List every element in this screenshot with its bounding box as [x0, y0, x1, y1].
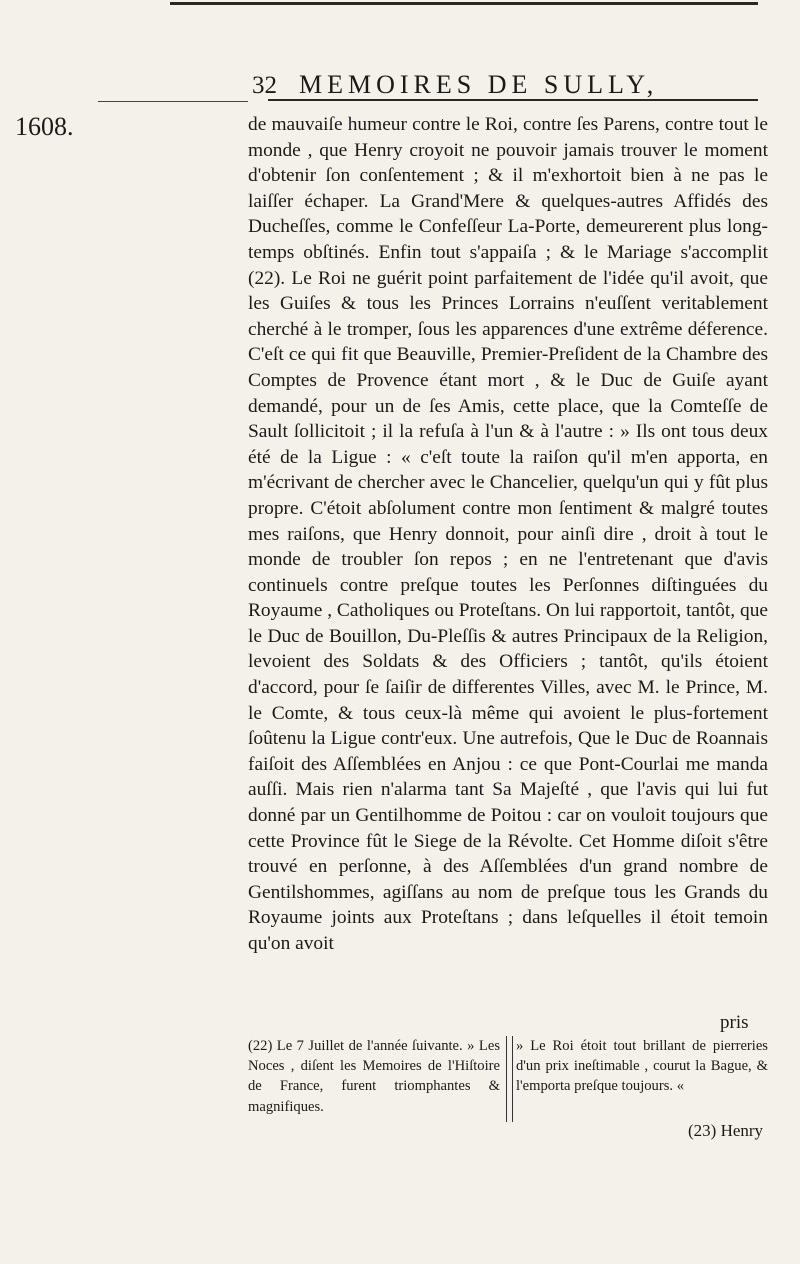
footnote-divider: [506, 1036, 513, 1122]
main-text: [248, 112, 768, 957]
running-header: [252, 70, 762, 100]
body-paragraph: de mauvaiſe humeur contre le Roi, contre ſes Parens, contre tout le monde , que Henry croyoit ne pouvoir jamais trouver le moment d'obtenir ſon conſentement ; & il m'exhortoit bien à ne pas le laiſſer échaper. La Grand'Mere & quelques-autres Affidés des Ducheſſes, comme le Confeſſeur La-Porte, demeurerent plus long-temps obſtinés. Enfin tout s'appaiſa ; & le Mariage s'accomplit (22). Le Roi ne guérit point parfaitement de l'idée qu'il avoit, que les Guiſes & tous les Princes Lorrains n'euſſent veritablement cherché à le tromper, ſous les apparences d'une extrême déference. C'eſt ce qui fit que Beauville, Premier-Preſident de la Chambre des Comptes de Provence étant mort , & le Duc de Guiſe ayant demandé, pour un de ſes Amis, cette place, que la Comteſſe de Sault ſollicitoit ; il la refuſa à l'un & à l'autre : » Ils ont tous deux été de la Ligue : « c'eſt toute la raiſon qu'il m'en apporta, en m'écrivant de chercher avec le Chancelier, quelqu'un qui y fût plus propre. C'étoit abſolument contre mon ſentiment & malgré toutes mes raiſons, que Henry donnoit, pour ainſi dire , droit à tout le monde de troubler ſon repos ; en ne l'entretenant que d'avis continuels contre preſque toutes les Perſonnes diſtinguées du Royaume , Catholiques ou Proteſtans. On lui rapportoit, tantôt, que le Duc de Bouillon, Du-Pleſſis & autres Principaux de la Religion, levoient des Soldats & des Officiers ; tantôt, qu'ils étoient d'accord, pour ſe ſaiſir de differentes Villes, avec M. le Prince, M. le Comte, & tous ceux-là même qui avoient le plus-fortement ſoûtenu la Ligue contr'eux. Une autrefois, Que le Duc de Roannais faiſoit des Aſſemblées en Anjou : ce que Pont-Courlai me manda auſſi. Mais rien n'alarma tant Sa Majeſté , que l'avis qui lui fut donné par un Gentilhomme de Poitou : car on vouloit toujours que cette Province fût le Siege de la Révolte. Cet Homme diſoit s'être trouvé en perſonne, à des Aſſemblées d'un grand nombre de Gentilshommes, agiſſans au nom de preſque tous les Grands du Royaume joints aux Proteſtans ; dans leſquelles il étoit temoin qu'on avoit: [248, 114, 768, 954]
top-border-rule: [170, 2, 758, 5]
footnote-catchword: (23) Henry: [688, 1121, 764, 1140]
running-title: MEMOIRES DE SULLY,: [299, 70, 659, 99]
margin-rule: [98, 101, 248, 102]
margin-year: 1608.: [15, 112, 74, 141]
footnote-right: » Le Roi étoit tout brillant de pierreries d'un prix ineſtimable , courut la Bague, & l'emporta preſque toujours. «: [516, 1038, 768, 1095]
catchword: pris: [720, 1012, 749, 1033]
page-number: 32: [252, 72, 277, 99]
footnote-left: (22) Le 7 Juillet de l'année ſuivante. » Les Noces , diſent les Memoires de l'Hiſtoire de France, furent triomphantes & magnifiques.: [248, 1038, 500, 1115]
header-rule: [268, 99, 758, 101]
